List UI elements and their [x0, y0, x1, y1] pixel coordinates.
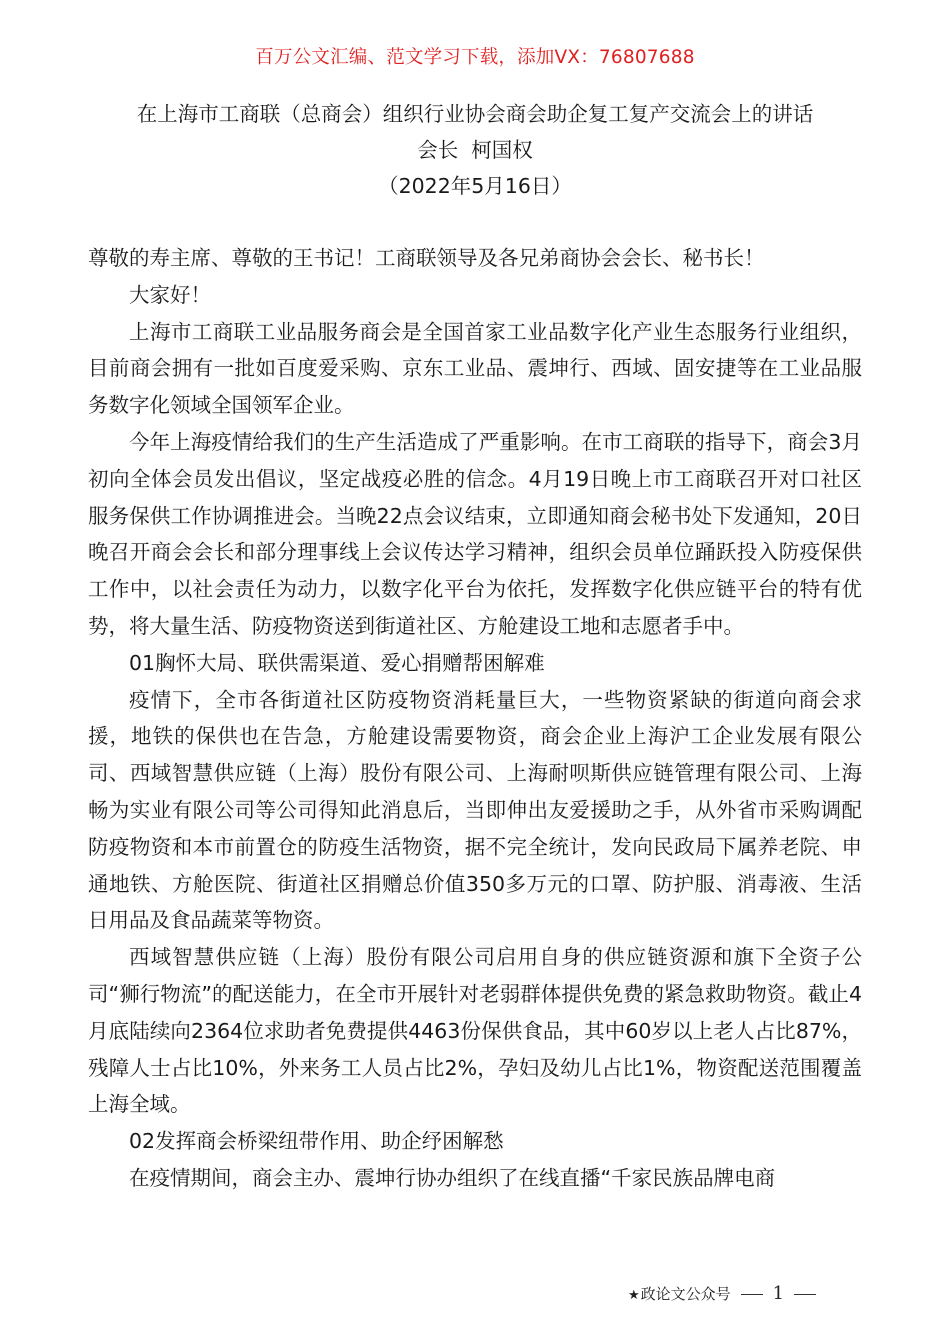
document-body — [88, 240, 862, 1197]
dash-divider — [741, 1294, 763, 1295]
greeting-paragraph: 大家好！ — [129, 282, 211, 307]
body-paragraph: 在疫情期间，商会主办、震坤行协办组织了在线直播“千家民族品牌电商 — [129, 1165, 776, 1190]
dash-divider — [794, 1294, 816, 1295]
page-footer — [628, 1282, 826, 1308]
document-date: （2022年5月16日） — [378, 174, 572, 198]
body-paragraph: 上海市工商联工业品服务商会是全国首家工业品数字化产业生态服务行业组织，目前商会拥有一批如百度爱采购、京东工业品、震坤行、西域、固安捷等在工业品服务数字化领域全国领军企业。 — [88, 319, 862, 418]
body-paragraph: 今年上海疫情给我们的生产生活造成了严重影响。在市工商联的指导下，商会3月初向全体会员发出倡议，坚定战疫必胜的信念。4月19日晚上市工商联召开对口社区服务保供工作协调推进会。当晚22点会议结束，立即通知商会秘书处下发通知，20日晚召开商会会长和部分理事线上会议传达学习精神，组织会员单位踊跃投入防疫保供工作中，以社会责任为动力，以数字化平台为依托，发挥数字化供应链平台的特有优势，将大量生活、防疫物资送到街道社区、方舱建设工地和志愿者手中。 — [88, 429, 862, 638]
star-icon: ★ — [628, 1288, 640, 1303]
salutation-paragraph: 尊敬的寿主席、尊敬的王书记！工商联领导及各兄弟商协会会长、秘书长！ — [88, 246, 765, 270]
section-heading-01: 01胸怀大局、联供需渠道、爱心捐赠帮困解难 — [129, 650, 545, 675]
document-title: 在上海市工商联（总商会）组织行业协会商会助企复工复产交流会上的讲话 — [136, 102, 814, 126]
body-paragraph: 疫情下，全市各街道社区防疫物资消耗量巨大，一些物资紧缺的街道向商会求援，地铁的保供也在告急，方舱建设需要物资，商会企业上海沪工企业发展有限公司、西域智慧供应链（上海）股份有限公司、上海耐呗斯供应链管理有限公司、上海畅为实业有限公司等公司得知此消息后，当即伸出友爱援助之手，从外省市采购调配防疫物资和本市前置仓的防疫生活物资，据不完全统计，发向民政局下属养老院、申通地铁、方舱医院、街道社区捐赠总价值350多万元的口罩、防护服、消毒液、生活日用品及食品蔬菜等物资。 — [88, 687, 862, 933]
document-header — [0, 96, 950, 204]
document-speaker: 会长 柯国权 — [417, 138, 533, 162]
footer-source: 政论文公众号 — [640, 1285, 731, 1303]
section-heading-02: 02发挥商会桥梁纽带作用、助企纾困解愁 — [129, 1129, 504, 1154]
body-paragraph: 西域智慧供应链（上海）股份有限公司启用自身的供应链资源和旗下全资子公司“狮行物流”的配送能力，在全市开展针对老弱群体提供免费的紧急救助物资。截止4月底陆续向2364位求助者免费提供4463份保供食品，其中60岁以上老人占比87%，残障人士占比10%，外来务工人员占比2%，孕妇及幼儿占比1%，物资配送范围覆盖上海全域。 — [88, 945, 862, 1117]
page-number: 1 — [772, 1283, 785, 1304]
watermark-banner: 百万公文汇编、范文学习下载，添加VX：76807688 — [255, 47, 695, 68]
